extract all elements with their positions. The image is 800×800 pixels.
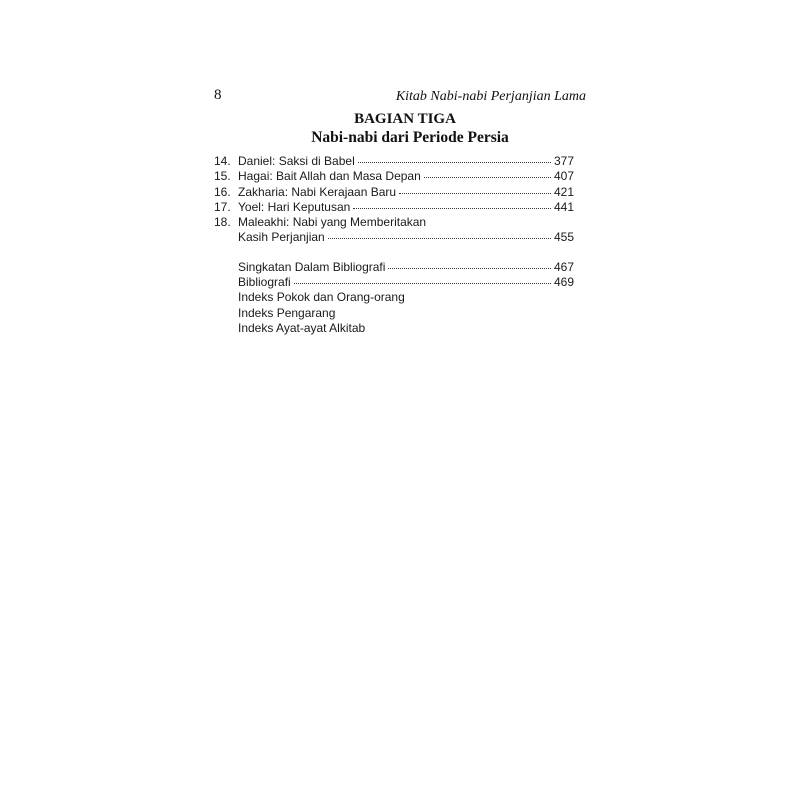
chapter-title: Maleakhi: Nabi yang Memberitakan bbox=[238, 215, 427, 230]
dot-leader bbox=[353, 202, 551, 209]
back-matter-title: Indeks Ayat-ayat Alkitab bbox=[238, 320, 366, 335]
chapter-number: 17. bbox=[214, 199, 231, 214]
page-number: 8 bbox=[214, 87, 222, 103]
chapter-page: 441 bbox=[553, 199, 574, 214]
dot-leader bbox=[328, 232, 551, 239]
back-matter-page: 469 bbox=[553, 275, 574, 290]
toc-entry-scripture-index bbox=[214, 321, 574, 336]
toc-entry-bibliography bbox=[214, 275, 574, 290]
chapter-title: Yoel: Hari Keputusan bbox=[238, 199, 351, 214]
back-matter-title: Indeks Pokok dan Orang-orang bbox=[238, 290, 405, 305]
chapter-page: 455 bbox=[553, 230, 574, 245]
chapter-number: 15. bbox=[214, 169, 231, 184]
toc-entry-abbreviations bbox=[214, 260, 574, 275]
toc-entry-chapter-18-continued bbox=[214, 230, 574, 245]
chapter-title: Zakharia: Nabi Kerajaan Baru bbox=[238, 184, 397, 199]
part-heading bbox=[214, 110, 586, 148]
dot-leader bbox=[294, 277, 551, 284]
toc-entry-chapter-14 bbox=[214, 154, 574, 169]
toc-entry-chapter-15 bbox=[214, 169, 574, 184]
dot-leader bbox=[388, 262, 551, 269]
chapter-page: 421 bbox=[553, 184, 574, 199]
toc-entry-chapter-18 bbox=[214, 215, 574, 230]
back-matter-title: Singkatan Dalam Bibliografi bbox=[238, 259, 386, 274]
dot-leader bbox=[358, 156, 551, 163]
back-matter-title: Indeks Pengarang bbox=[238, 305, 336, 320]
chapter-title: Hagai: Bait Allah dan Masa Depan bbox=[238, 169, 421, 184]
chapter-title-continued: Kasih Perjanjian bbox=[238, 230, 325, 245]
part-title: Nabi-nabi dari Periode Persia bbox=[311, 129, 509, 146]
chapter-number: 14. bbox=[214, 154, 231, 168]
table-of-contents bbox=[214, 154, 574, 336]
dot-leader bbox=[424, 171, 551, 178]
toc-entry-chapter-16 bbox=[214, 185, 574, 200]
chapter-number: 18. bbox=[214, 215, 231, 230]
toc-entry-subject-index bbox=[214, 290, 574, 305]
running-head: Kitab Nabi-nabi Perjanjian Lama bbox=[395, 89, 586, 104]
chapter-page: 407 bbox=[553, 169, 574, 184]
chapter-number: 16. bbox=[214, 184, 231, 199]
part-label: BAGIAN TIGA bbox=[354, 111, 456, 127]
chapter-page: 377 bbox=[553, 154, 574, 168]
toc-entry-author-index bbox=[214, 306, 574, 321]
back-matter-page: 467 bbox=[553, 259, 574, 274]
section-gap bbox=[214, 246, 574, 260]
dot-leader bbox=[399, 187, 551, 194]
back-matter-title: Bibliografi bbox=[238, 275, 291, 290]
chapter-title: Daniel: Saksi di Babel bbox=[238, 154, 355, 168]
toc-entry-chapter-17 bbox=[214, 200, 574, 215]
